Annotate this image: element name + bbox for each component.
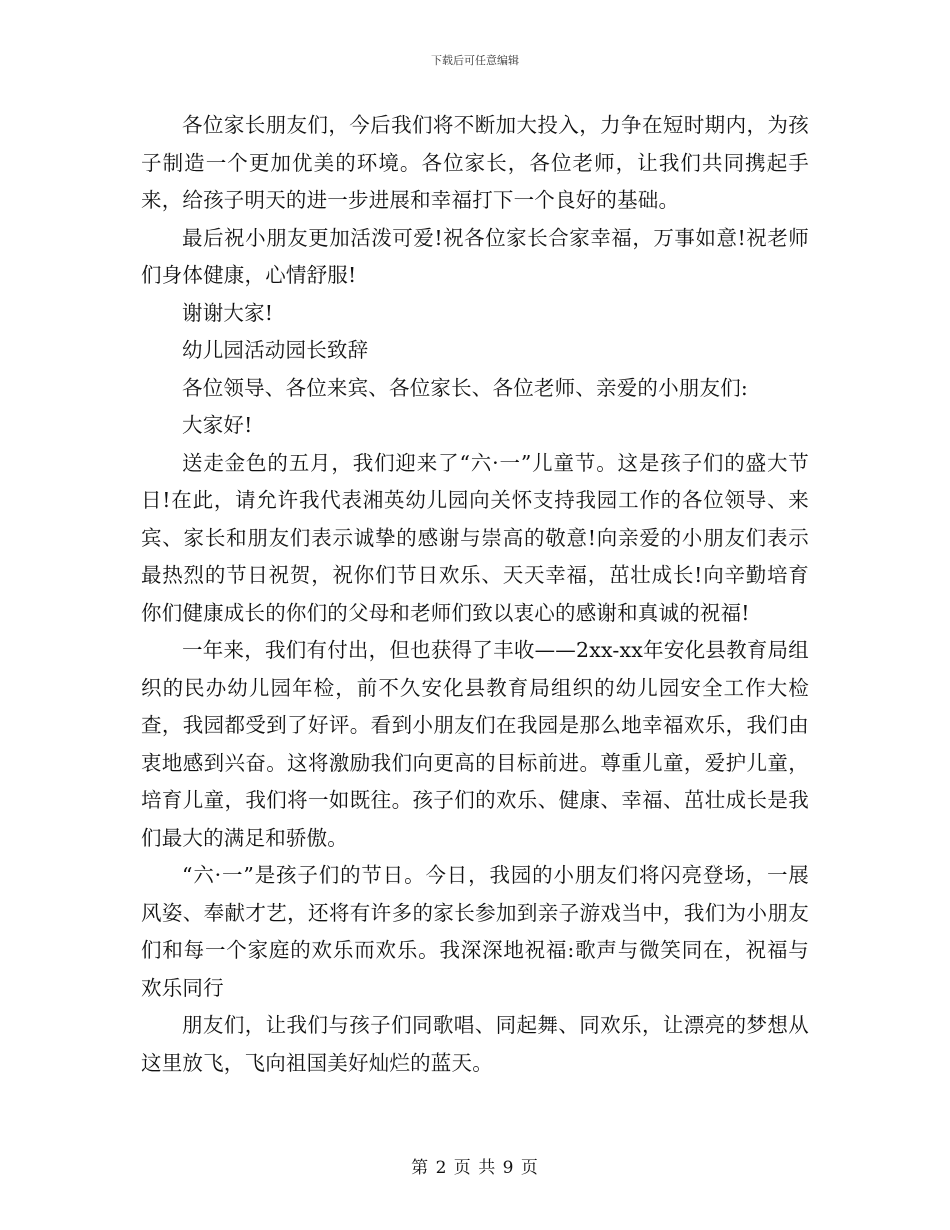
- salutation: 各位领导、各位来宾、各位家长、各位老师、亲爱的小朋友们:: [182, 375, 749, 400]
- paragraph: 朋友们，让我们与孩子们同歌唱、同起舞、同欢乐，让漂亮的梦想从这里放飞，飞向祖国美好灿烂的蓝天。: [141, 1013, 809, 1075]
- paragraph: 一年来，我们有付出，但也获得了丰收——2xx-xx年安化县教育局组织的民办幼儿园年检，前不久安化县教育局组织的幼儿园安全工作大检查，我园都受到了好评。看到小朋友们在我园是那么地幸福欢乐，我们由衷地感到兴奋。这将激励我们向更高的目标前进。尊重儿童，爱护儿童，培育儿童，我们将一如既往。孩子们的欢乐、健康、幸福、茁壮成长是我们最大的满足和骄傲。: [141, 638, 809, 850]
- paragraph: “六·一”是孩子们的节日。今日，我园的小朋友们将闪亮登场，一展风姿、奉献才艺，还将有许多的家长参加到亲子游戏当中，我们为小朋友们和每一个家庭的欢乐而欢乐。我深深地祝福:歌声与微笑同在，祝福与欢乐同行: [141, 863, 809, 1000]
- paragraph: 各位家长朋友们，今后我们将不断加大投入，力争在短时期内，为孩子制造一个更加优美的环境。各位家长，各位老师，让我们共同携起手来，给孩子明天的进一步进展和幸福打下一个良好的基础。: [141, 113, 809, 212]
- paragraph: 谢谢大家!: [182, 300, 274, 325]
- paragraph: 送走金色的五月，我们迎来了“六·一”儿童节。这是孩子们的盛大节日!在此，请允许我代表湘英幼儿园向关怀支持我园工作的各位领导、来宾、家长和朋友们表示诚挚的感谢与崇高的敬意!向亲爱的小朋友们表示最热烈的节日祝贺，祝你们节日欢乐、天天幸福，茁壮成长!向辛勤培育你们健康成长的你们的父母和老师们致以衷心的感谢和真诚的祝福!: [141, 450, 809, 625]
- section-title: 幼儿园活动园长致辞: [182, 338, 369, 362]
- document-body: [141, 107, 809, 1082]
- paragraph: 最后祝小朋友更加活泼可爱!祝各位家长合家幸福，万事如意!祝老师们身体健康，心情舒服!: [141, 225, 809, 287]
- page-number-footer: 第 2 页 共 9 页: [411, 1158, 539, 1178]
- greeting: 大家好!: [182, 413, 253, 437]
- page-header-note: 下载后可任意编辑: [431, 54, 519, 67]
